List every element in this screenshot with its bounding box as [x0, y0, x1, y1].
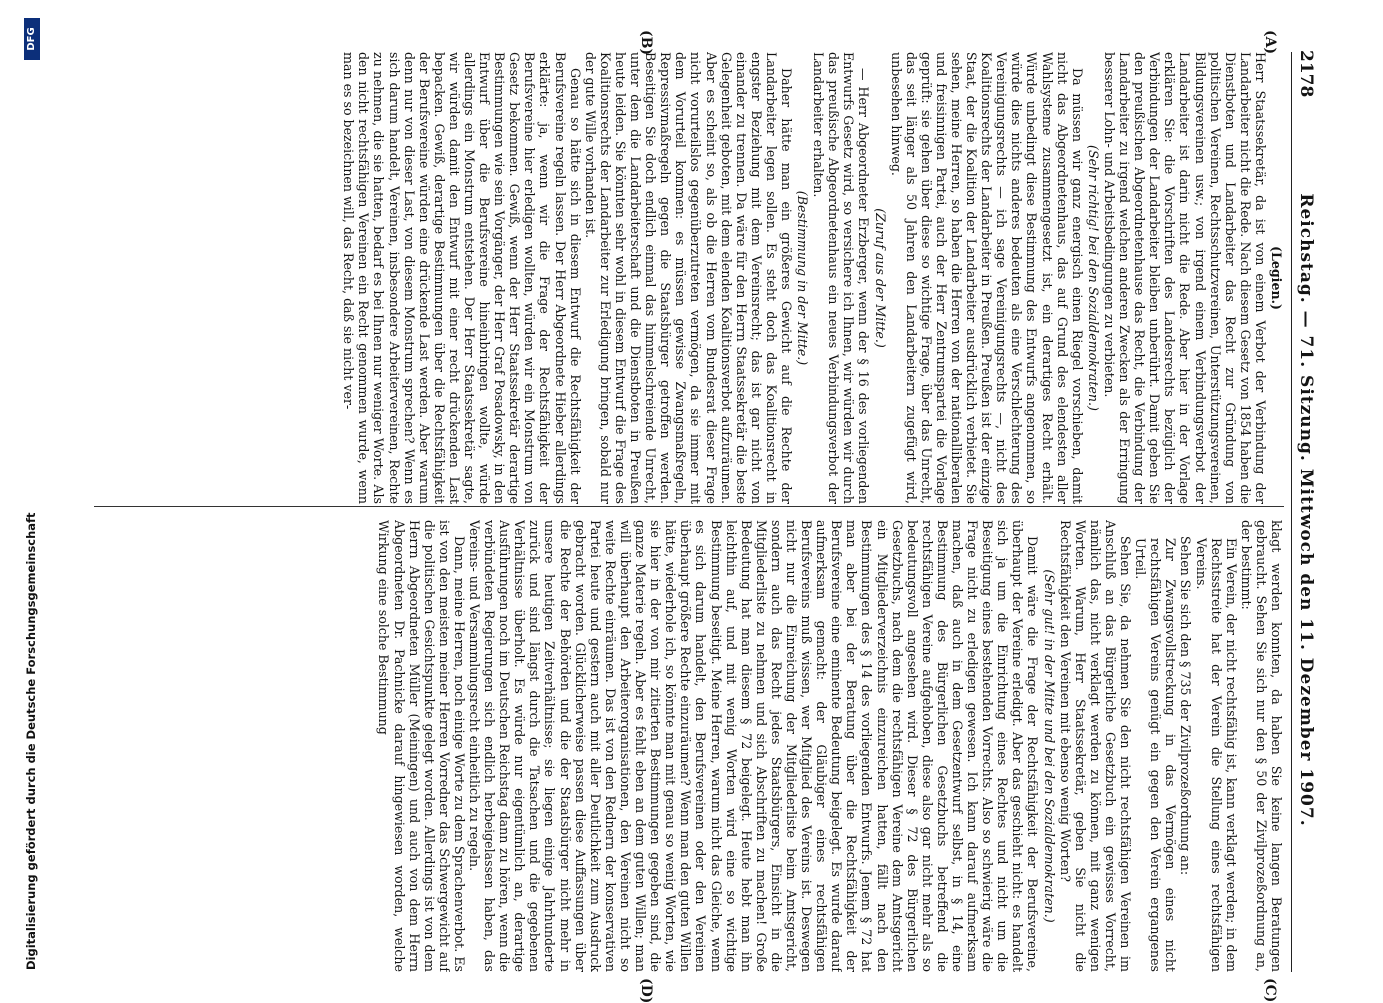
left-paragraph: Genau so hätte sich in diesem Entwurf die Rechtsfähigkeit der Berufsvereine regeln lassen. Der Herr Abgeordnete Hieber allerdings erklärte: ja, wenn wir die Frage der Rechtsfähigkeit der Berufsvereine hier erledigen wollten, würden wir ein Monstrum von Gesetz bekommen. Gewiß, wenn der Herr Staatssekretär derartige Bestimmungen wie sein Vorgänger, der Herr Graf Posadowsky, in den Entwurf über die Berufsvereine hineinbringen wollte, würde allerdings ein Monstrum entstehen. Der Herr Staatssekretär sagte, wir würden damit den Entwurf mit einer recht drückenden Last bepacken. Gewiß, derartige Bestimmungen über die Rechtsfähigkeit der Berufsvereine würden eine drückende Last werden. Aber warum denn nur von dieser Last, von diesem Monstrum sprechen? Wenn es sich darum handelt, Vereinen, insbesondere Arbeitervereinen, Rechte zu nehmen, die sie hatten, bedarf es bei Ihnen nur weniger Worte. Als den nicht rechtsfähigen Vereinen ein Recht genommen wurde, wenn man es so bezeichnen will, das Recht, daß sie nicht ver- [341, 52, 583, 504]
right-paragraph: Sehen Sie, da nehmen Sie den nicht rechtsfähigen Vereinen im Anschluß an das Bürgerliche Gesetzbuch ein gewisses Vorrecht, nämlich das, nicht verklagt werden zu können, mit ganz wenigen Worten. Warum, Herr Staatssekretär, geben Sie nicht die Rechtsfähigkeit den Vereinen mit ebenso wenig Worten? [1057, 520, 1134, 972]
dfg-logo: DFG [24, 18, 40, 60]
header-rule [1291, 52, 1292, 972]
margin-marker-a: (A) [1262, 30, 1278, 55]
right-quote: Ein Verein, der nicht rechtsfähig ist, kann verklagt werden; in dem Rechtsstreite hat der Verein die Stellung eines rechtsfähigen Vereins. [1193, 538, 1239, 972]
right-paragraph: Sehen Sie sich den § 735 der Zivilprozeßordnung an: [1178, 536, 1194, 876]
left-remark: (Sehr richtig! bei den Sozialdemokraten.) [1085, 145, 1101, 411]
left-paragraph: Herr Staatssekretär, da ist von einem Verbot der Verbindung der Landarbeiter nicht die Rede. Nach diesem Gesetz von 1854 haben die Dienstboten und Landarbeiter das Recht zur Gründung von politischen Vereinen, Rechtsschutzvereinen, Unterstützungsvereinen, Bildungsvereinen usw.; von irgend einem Verbindungsverbot der Landarbeiter ist darin nicht die Rede. Aber hier in der Vorlage erklären Sie: die Vorschriften des Landesrechts bezüglich der Verbindungen der Landarbeiter bleiben unberührt. Damit geben Sie den preußischen Abgeordnetenhause das Recht, die Verbindung der Landarbeiter zu irgend welchen anderen Zwecken als der Erringung besserer Lohn- und Arbeitsbedingungen zu verbieten. [1101, 52, 1268, 504]
right-quote: Zur Zwangsvollstreckung in das Vermögen eines nicht rechtsfähigen Vereins genügt ein gegen den Verein ergangenes Urteil. [1133, 538, 1179, 972]
left-paragraph: Daher hätte man ein größeres Gewicht auf die Rechte der Landarbeiter legen sollen. Es steht doch das Koalitionsrecht in engster Beziehung mit dem Vereinsrecht; das ist gar nicht von einander zu trennen. Da wäre für den Herrn Staatssekretär die beste Gelegenheit geboten, mit dem elenden Koalitionsverbot aufzuräumen. Aber es scheint so, als ob die Herren vom Bundesrat dieser Frage nicht vorurteilslos gegenüberzutreten vermögen, da sie immer mit dem Vorurteil kommen: es müssen gewisse Zwangsmaßregeln, Repressivmaßregeln gegen die Staatsbürger getroffen werden. Beseitigen Sie doch endlich einmal das himmelschreiende Unrecht, unter dem die Landarbeiterschaft und die Dienstboten in Preußen heute leiden. Sie könnten sehr wohl in diesem Entwurf die Frage des Koalitionsrechts der Landarbeiter zur Erledigung bringen, sobald nur der gute Wille vorhanden ist. [582, 52, 794, 504]
right-column [88, 520, 1284, 972]
left-remark: (Bestimmung in der Mitte.) [795, 190, 811, 366]
margin-marker-b: (B) [638, 30, 654, 56]
page-header [1292, 50, 1322, 970]
left-remark: (Zuruf aus der Mitte.) [872, 208, 888, 348]
margin-marker-d: (D) [638, 978, 654, 1003]
column-divider [94, 506, 1284, 507]
left-column [88, 52, 1284, 504]
right-paragraph: klagt werden konnten, da haben Sie keine langen Beratungen gebraucht. Sehen Sie sich nur den § 50 der Zivilprozeßordnung an, der bestimmt: [1238, 520, 1284, 972]
right-paragraph: Damit wäre die Frage der Rechtsfähigkeit der Berufsvereine, überhaupt der Vereine erledigt. Aber das geschieht nicht: es handelt sich ja um die Einrichtung eines Rechtes und nicht um die Beseitigung eines bestehenden Vorrechts. Also so schwierig wäre die Frage nicht zu erledigen gewesen. Ich kann darauf aufmerksam machen, daß auch in dem Gesetzentwurf selbst, in § 14, eine Bestimmung des Bürgerlichen Gesetzbuchs betreffend die rechtsfähigen Vereine aufgehoben, diese also gar nicht mehr als so bedeutungsvoll angesehen wird. Dieser § 72 des Bürgerlichen Gesetzbuchs, nach dem die rechtsfähigen Vereine dem Amtsgericht ein Mitgliederverzeichnis einzureichen hatten, fällt nach den Bestimmungen des § 14 des vorliegenden Entwurfs. Jenem § 72 hat man aber bei der Beratung über die Rechtsfähigkeit der Berufsvereine eine eminente Bedeutung beigelegt. Es wurde darauf aufmerksam gemacht: der Gläubiger eines rechtsfähigen Berufsvereins muß wissen, wer Mitglied des Vereins ist. Deswegen nicht nur die Einreichung der Mitgliederliste beim Amtsgericht, sondern auch das Recht jedes Staatsbürgers, Einsicht in die Mitgliederliste zu nehmen und sich Abschriften zu machen! Große Bedeutung hat man diesem § 72 beigelegt. Heute hebt man ihn leichthin auf, und mit wenig Worten wird eine so wichtige Bestimmung beseitigt. Meine Herren, warum nicht das Gleiche, wenn es sich darum handelt, den Berufsvereinen oder den Vereinen überhaupt größere Rechte einzuräumen? Wenn man den guten Willen hätte, wiederhole ich, so könnte man mit genau so wenig Worten, wie sie hier in der von mir zitierten Bestimmungen gegeben sind, die ganze Materie regeln. Aber es fehlt eben an dem guten Willen; man will überhaupt den Arbeiterorganisationen, den Vereinen nicht so weite Rechte einräumen. Das ist von den Rednern der konservativen Partei heute und gestern auch mit aller Deutlichkeit zum Ausdruck gebracht worden. Glücklicherweise passen diese Auffassungen über die Rechte der Behörden und die der Staatsbürger nicht mehr in unsere heutigen Zeitverhältnisse; sie liegen einige Jahrhunderte zurück und sind längst durch die Tatsachen und die gegebenen Verhältnisse überholt. Es würde nur eigentümlich an, derartige Ausführungen noch im Deutschen Reichstag dann zu hören, wenn die verbündeten Regierungen sich endlich herbeigelassen haben, das Vereins- und Versammlungsrecht einheitlich zu regeln. [467, 520, 1041, 972]
right-remark: (Sehr gut! in der Mitte und bei den Sozialdemokraten.) [1041, 569, 1057, 923]
left-paragraph: — Herr Abgeordneter Erzberger, wenn der § 16 des vorliegenden Entwurfs Gesetz wird, so versichere ich Ihnen, wir würden wir durch das preußische Abgeordnetenhaus ein neues Verbindungsverbot der Landarbeiter erhalten. [811, 52, 872, 504]
speaker-label: (Legien.) [1269, 246, 1284, 310]
running-head: Reichstag. — 71. Sitzung. Mittwoch den 11. Dezember 1907. [1296, 193, 1316, 827]
digitization-note: Digitalisierung gefördert durch die Deutsche Forschungsgemeinschaft [24, 512, 38, 970]
right-paragraph: Dann, meine Herren, noch einige Worte zu dem Sprachenverbot. Es ist von den meisten meiner Herren Vorredner das Schwergewicht auf die politischen Gesichtspunkte gelegt worden. Allerdings ist von dem Herrn Abgeordneten Müller (Meiningen) und auch von dem Herrn Abgeordneten Dr. Pachnicke darauf hingewiesen worden, welche Wirkung eine solche Bestimmung [376, 520, 467, 972]
margin-marker-c: (C) [1262, 978, 1278, 1003]
page-number: 2178 [1296, 50, 1316, 98]
left-paragraph: Da müssen wir ganz energisch einen Riegel vorschieben, damit nicht das Abgeordnetenhaus, das auf Grund des elendesten aller Wahlsysteme zusammengesetzt ist, ein derartiges Recht erhält. Würde unbedingt diese Bestimmung des Entwurfs angenommen, so würde dies nichts anderes bedeuten als eine Verschlechterung des Vereinigungsrechts — ich sage Vereinigungsrechts —, nicht des Koalitionsrechts der Landarbeiter in Preußen. Preußen ist der einzige Staat, der die Koalition der Landarbeiter ausdrücklich verbietet. Sie sehen, meine Herren, so haben die Herren von der nationalliberalen und freisinnigen Partei, auch der Herr Zentrumspartei die Vorlage geprüft: sie gehen über diese so wichtige Frage, über das Unrecht, das seit länger als 50 Jahren den Landarbeitern zugefügt wird, unbesehen hinweg. [888, 52, 1085, 504]
